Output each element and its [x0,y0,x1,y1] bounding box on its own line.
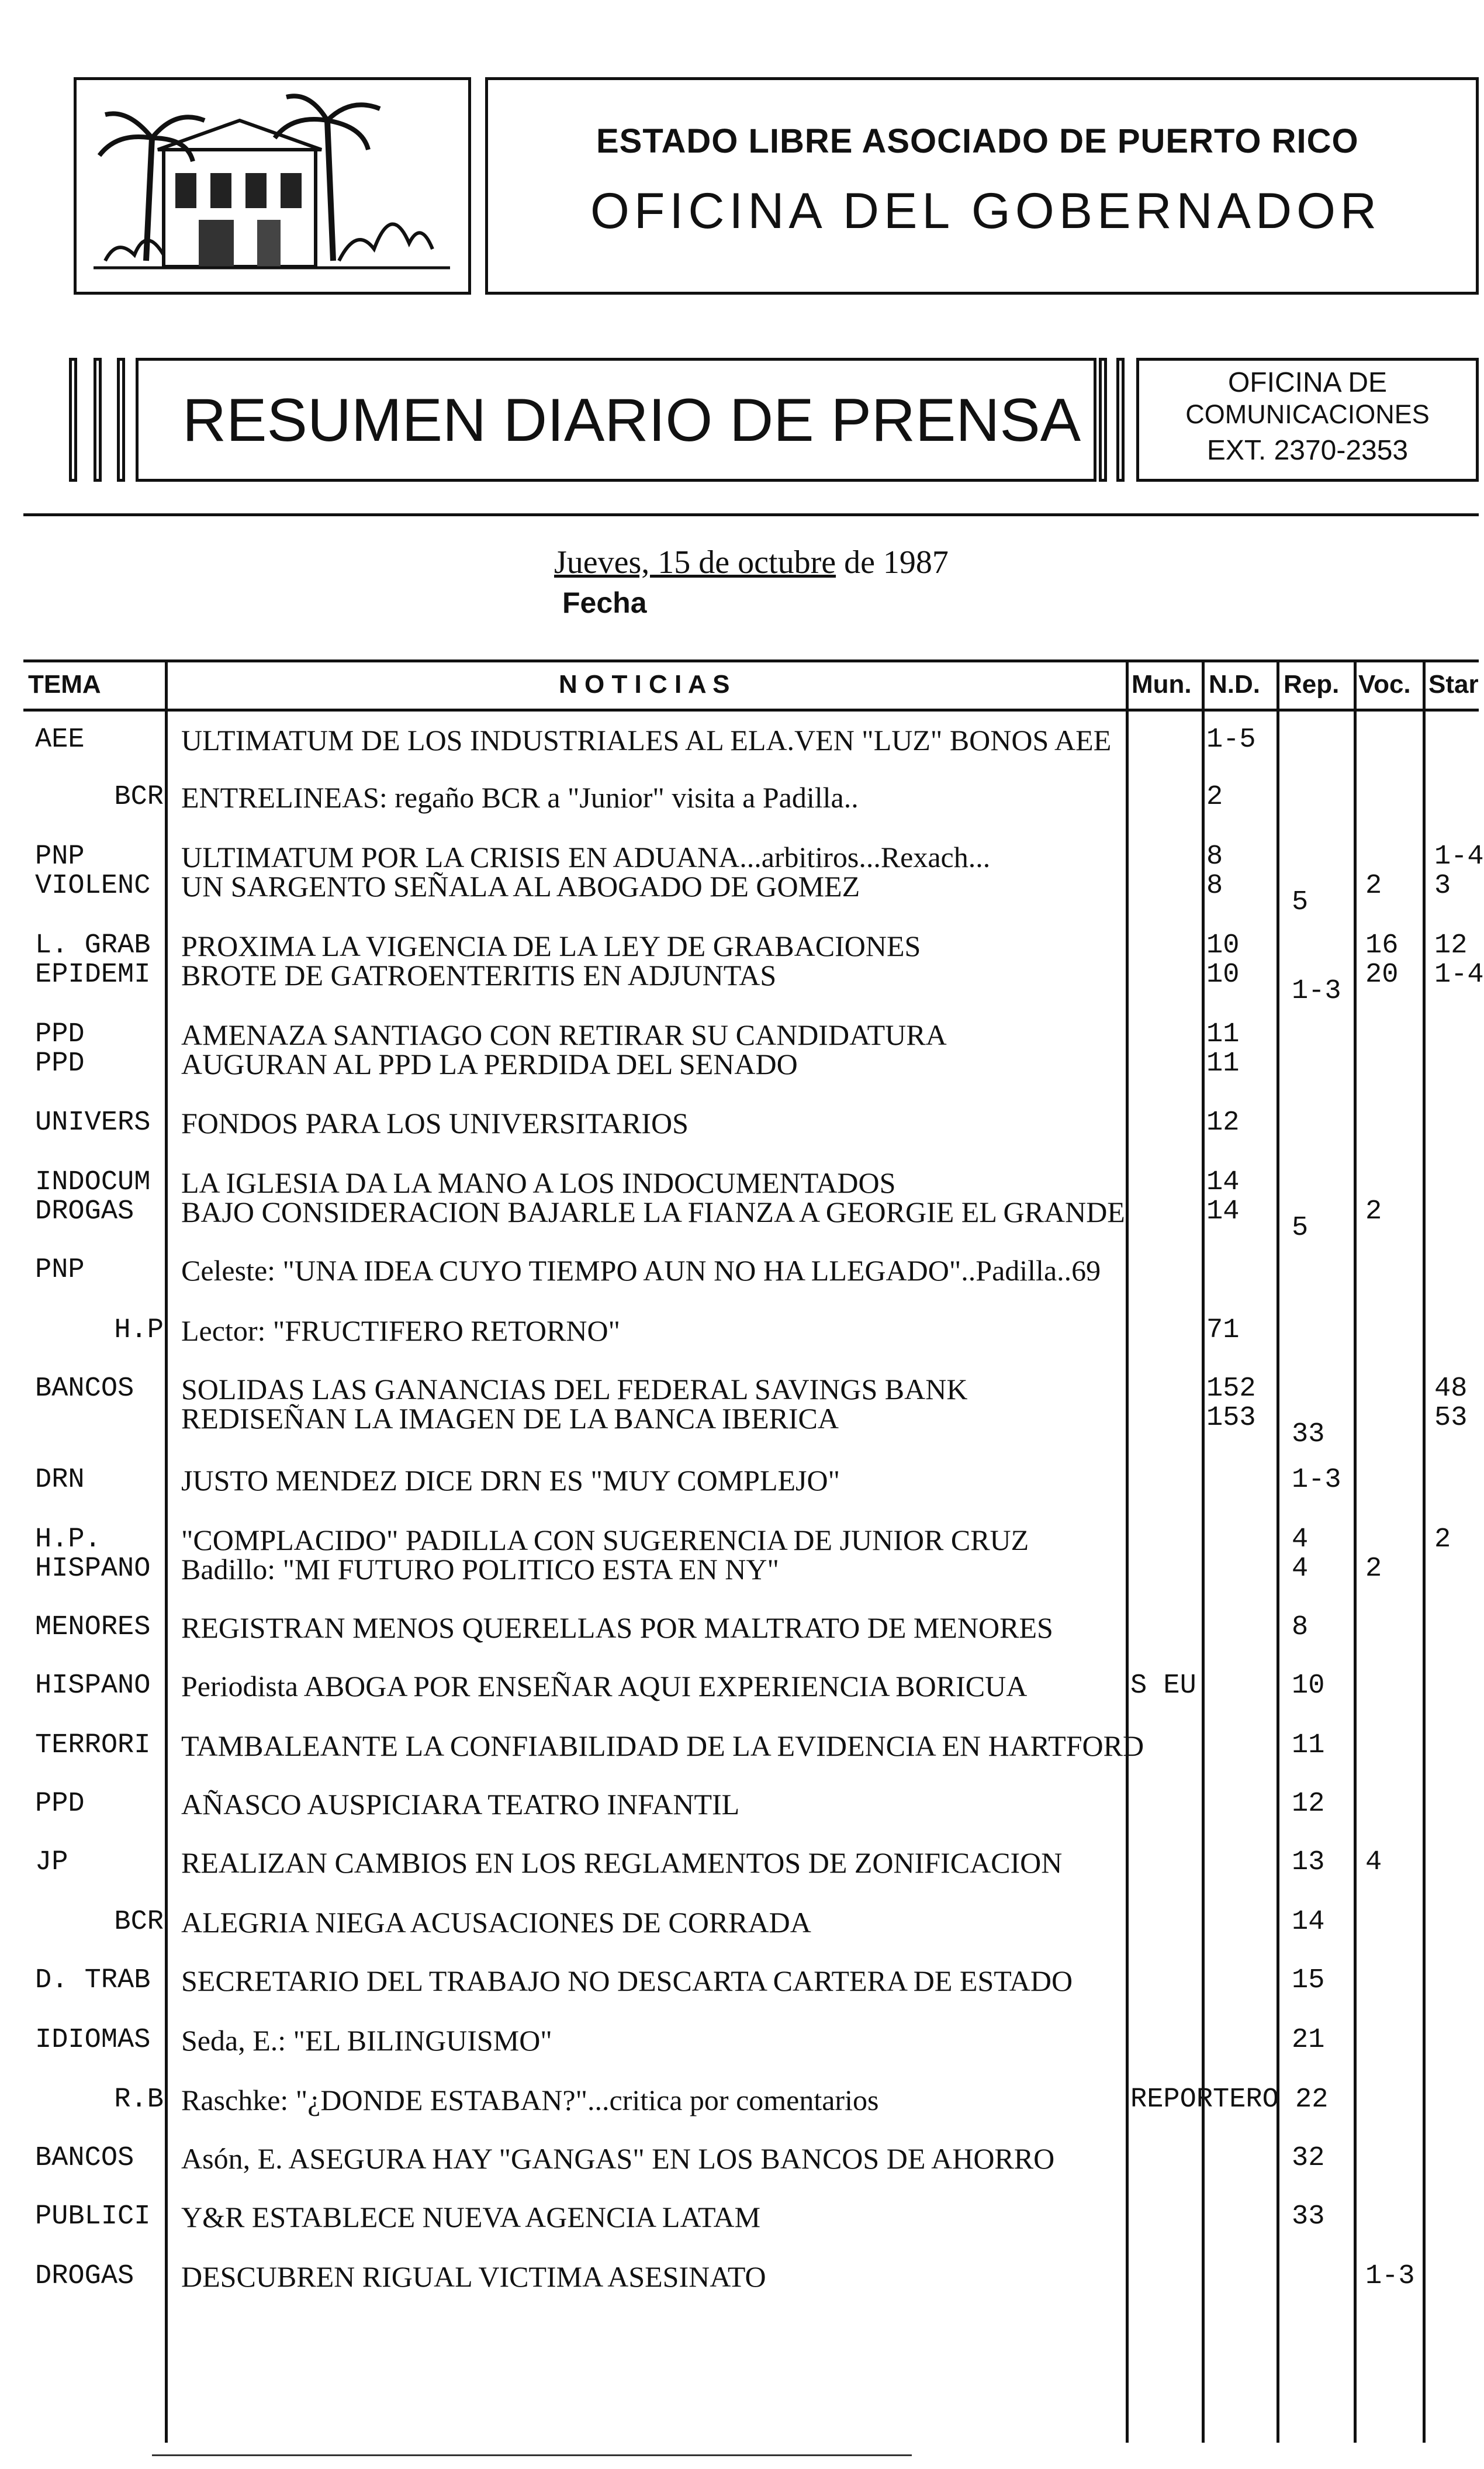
row-tema: VIOLENC [35,871,151,902]
row-star: 3 [1434,871,1451,902]
row-tema: INDOCUM [35,1167,151,1198]
row-tema: BCR [114,1907,164,1938]
row-tema: DROGAS [35,1196,134,1227]
row-noticia: AÑASCO AUSPICIARA TEATRO INFANTIL [181,1788,740,1821]
row-noticia: Seda, E.: "EL BILINGUISMO" [181,2024,552,2057]
row-voc: 2 [1365,871,1382,902]
col-header-voc: Voc. [1358,670,1411,699]
office-name: OFICINA DEL GOBERNADOR [590,183,1382,239]
row-nd: 1-5 [1206,724,1256,755]
row-nd: 14 [1206,1196,1240,1227]
row-tema: UNIVERS [35,1107,151,1138]
row-nd: 11 [1206,1019,1240,1050]
report-date [554,544,949,581]
row-noticia: TAMBALEANTE LA CONFIABILIDAD DE LA EVIDENCIA EN HARTFORD [181,1729,1144,1762]
governor-mansion-logo [82,85,462,286]
row-noticia: ULTIMATUM DE LOS INDUSTRIALES AL ELA.VEN "LUZ" BONOS AEE [181,724,1112,757]
row-noticia: Celeste: "UNA IDEA CUYO TIEMPO AUN NO HA LLEGADO"..Padilla..69 [181,1254,1101,1287]
row-tema: PPD [35,1019,85,1050]
col-header-star: Star [1428,670,1479,699]
col-divider-noticias [1126,659,1129,2443]
row-nd: 10 [1206,930,1240,961]
government-name: ESTADO LIBRE ASOCIADO DE PUERTO RICO [596,122,1359,160]
row-noticia: REGISTRAN MENOS QUERELLAS POR MALTRATO DE MENORES [181,1611,1053,1644]
row-star: 1-4 [1434,959,1484,990]
row-rep: 33 [1292,1419,1325,1450]
row-noticia: REALIZAN CAMBIOS EN LOS REGLAMENTOS DE ZONIFICACION [181,1846,1063,1879]
row-tema: PPD [35,1048,85,1079]
communications-office-box [1136,358,1479,482]
row-rep: 14 [1292,1907,1325,1938]
row-rep: 15 [1292,1965,1325,1996]
comm-line-3: EXT. 2370-2353 [1206,435,1409,466]
row-rep: 11 [1292,1730,1325,1761]
row-nd: 14 [1206,1167,1240,1198]
row-tema: DRN [35,1465,85,1496]
row-noticia: Lector: "FRUCTIFERO RETORNO" [181,1314,621,1347]
row-noticia: UN SARGENTO SEÑALA AL ABOGADO DE GOMEZ [181,870,860,903]
row-tema: D. TRAB [35,1965,151,1996]
row-noticia: AUGURAN AL PPD LA PERDIDA DEL SENADO [181,1048,798,1080]
row-tema: IDIOMAS [35,2025,151,2056]
row-noticia: BROTE DE GATROENTERITIS EN ADJUNTAS [181,959,777,992]
col-header-noticias: N O T I C I A S [559,670,730,699]
row-rep: 21 [1292,2025,1325,2056]
row-tema: H.P. [35,1524,101,1555]
banner-bar-left-1 [69,358,77,482]
date-label: Fecha [562,586,647,619]
row-noticia: ALEGRIA NIEGA ACUSACIONES DE CORRADA [181,1906,811,1939]
row-voc: 2 [1365,1196,1382,1227]
row-nd: 8 [1206,841,1223,872]
row-voc: 2 [1365,1553,1382,1584]
col-header-mun: Mun. [1132,670,1192,699]
row-rep: 4 [1292,1553,1309,1584]
row-tema: HISPANO [35,1553,151,1584]
row-tema: R.B [114,2084,164,2115]
row-tema: EPIDEMI [35,959,151,990]
row-noticia: Asón, E. ASEGURA HAY "GANGAS" EN LOS BANCOS DE AHORRO [181,2142,1055,2175]
col-divider-nd [1277,659,1279,2443]
row-noticia: "COMPLACIDO" PADILLA CON SUGERENCIA DE JUNIOR CRUZ [181,1524,1029,1556]
banner-bar-left-2 [94,358,102,482]
row-nd: 11 [1206,1048,1240,1079]
row-tema: BCR [114,782,164,813]
row-noticia: Periodista ABOGA POR ENSEÑAR AQUI EXPERIENCIA BORICUA [181,1670,1028,1703]
row-noticia: PROXIMA LA VIGENCIA DE LA LEY DE GRABACIONES [181,930,921,962]
col-divider-voc [1423,659,1426,2443]
row-tema: L. GRAB [35,930,151,961]
row-noticia: DESCUBREN RIGUAL VICTIMA ASESINATO [181,2260,766,2293]
row-noticia: ULTIMATUM POR LA CRISIS EN ADUANA...arbitiros...Rexach... [181,841,991,873]
comm-line-2: COMUNICACIONES [1185,399,1430,429]
row-noticia: Y&R ESTABLECE NUEVA AGENCIA LATAM [181,2201,761,2233]
row-mun: REPORTERO 22 [1130,2084,1329,2115]
row-noticia: ENTRELINEAS: regaño BCR a "Junior" visita a Padilla.. [181,781,859,814]
row-rep: 5 [1292,1213,1309,1244]
row-nd: 2 [1206,782,1223,813]
col-divider-rep [1354,659,1357,2443]
comm-line-1: OFICINA DE [1227,367,1388,398]
row-tema: AEE [35,724,85,755]
date-underlined: Jueves, 15 de octubre [554,544,836,581]
row-tema: PPD [35,1788,85,1819]
row-rep: 13 [1292,1847,1325,1878]
row-tema: JP [35,1847,68,1878]
row-noticia: FONDOS PARA LOS UNIVERSITARIOS [181,1107,689,1139]
row-tema: BANCOS [35,2143,134,2174]
row-nd: 152 [1206,1373,1256,1404]
col-divider-tema [165,659,168,2443]
row-rep: 32 [1292,2143,1325,2174]
row-rep: 4 [1292,1524,1309,1555]
row-star: 53 [1434,1403,1468,1434]
row-noticia: REDISEÑAN LA IMAGEN DE LA BANCA IBERICA [181,1402,839,1435]
row-noticia: SOLIDAS LAS GANANCIAS DEL FEDERAL SAVINGS BANK [181,1373,968,1406]
row-noticia: AMENAZA SANTIAGO CON RETIRAR SU CANDIDATURA [181,1018,947,1051]
col-header-rep: Rep. [1284,670,1340,699]
row-noticia: BAJO CONSIDERACION BAJARLE LA FIANZA A GEORGIE EL GRANDE [181,1196,1125,1228]
row-nd: 10 [1206,959,1240,990]
row-noticia: SECRETARIO DEL TRABAJO NO DESCARTA CARTERA DE ESTADO [181,1964,1073,1997]
col-header-tema: TEMA [28,670,101,699]
row-nd: 12 [1206,1107,1240,1138]
row-tema: BANCOS [35,1373,134,1404]
row-tema: MENORES [35,1612,151,1643]
banner-bar-right-2 [1116,358,1125,482]
row-noticia: Raschke: "¿DONDE ESTABAN?"...critica por comentarios [181,2084,879,2116]
col-divider-mun [1202,659,1205,2443]
row-voc: 1-3 [1365,2261,1415,2292]
row-star: 1-4 [1434,841,1484,872]
row-rep: 10 [1292,1670,1325,1701]
row-noticia: LA IGLESIA DA LA MANO A LOS INDOCUMENTADOS [181,1166,896,1199]
row-tema: PNP [35,841,85,872]
row-tema: PUBLICI [35,2201,151,2232]
row-rep: 5 [1292,887,1309,918]
banner-title: RESUMEN DIARIO DE PRENSA [182,386,1081,454]
header-divider [23,513,1479,516]
row-voc: 4 [1365,1847,1382,1878]
footer-rule [152,2454,912,2456]
banner-bar-right-1 [1099,358,1107,482]
row-rep: 33 [1292,2201,1325,2232]
table-header-rule [23,709,1479,712]
row-nd: 153 [1206,1403,1256,1434]
row-nd: 71 [1206,1315,1240,1346]
row-nd: 8 [1206,871,1223,902]
col-header-nd: N.D. [1209,670,1260,699]
row-tema: H.P [114,1315,164,1346]
row-rep: 1-3 [1292,976,1341,1007]
row-rep: 12 [1292,1788,1325,1819]
row-tema: TERRORI [35,1730,151,1761]
row-rep: 1-3 [1292,1465,1341,1496]
row-star: 48 [1434,1373,1468,1404]
row-star: 2 [1434,1524,1451,1555]
row-noticia: Badillo: "MI FUTURO POLITICO ESTA EN NY" [181,1553,779,1586]
row-rep: 8 [1292,1612,1309,1643]
row-tema: HISPANO [35,1670,151,1701]
date-year: de 1987 [836,544,949,581]
table-top-rule [23,659,1479,662]
row-mun: S EU [1130,1670,1196,1701]
row-noticia: JUSTO MENDEZ DICE DRN ES "MUY COMPLEJO" [181,1464,840,1497]
row-voc: 16 [1365,930,1399,961]
row-star: 12 [1434,930,1468,961]
row-voc: 20 [1365,959,1399,990]
banner-bar-left-3 [117,358,125,482]
row-tema: PNP [35,1255,85,1286]
row-tema: DROGAS [35,2261,134,2292]
